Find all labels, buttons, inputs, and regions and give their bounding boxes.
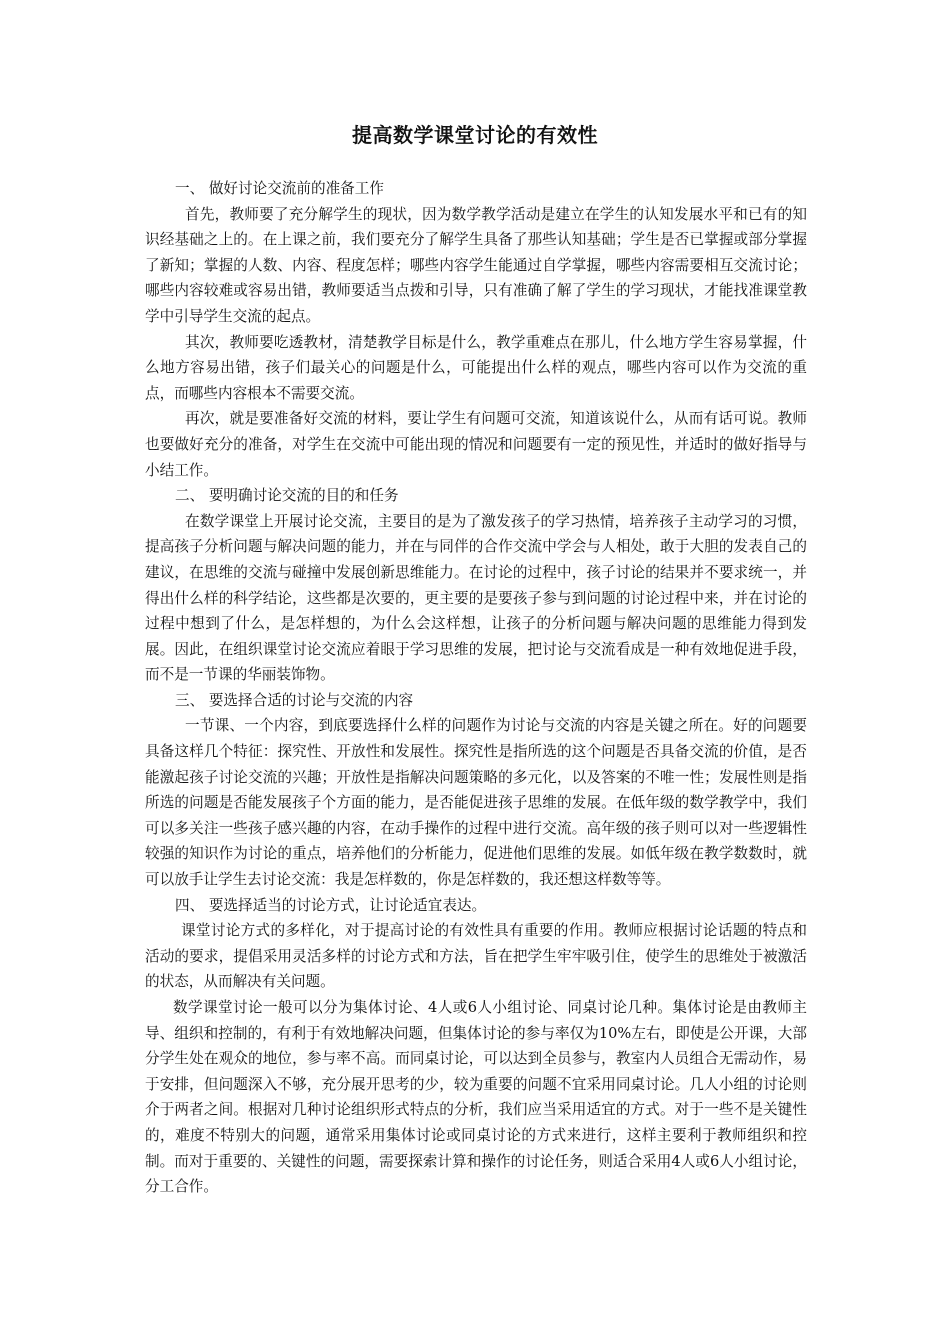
document-title: 提高数学课堂讨论的有效性 [352,123,598,147]
section-1-paragraph-2: 其次，教师要吃透教材，清楚教学目标是什么，教学重难点在那儿，什么地方学生容易掌握，什么地方容易出错，孩子们最关心的问题是什么，可能提出什么样的观点，哪些内容可以作为交流的重点，而哪些内容根本不需要交流。 [145,333,807,402]
section-heading-4: 四、 要选择适当的讨论方式，让讨论适宜表达。 [175,896,487,914]
section-heading-2: 二、 要明确讨论交流的目的和任务 [175,487,399,505]
section-4-paragraph-2: 数学课堂讨论一般可以分为集体讨论、4人或6人小组讨论、同桌讨论几种。集体讨论是由教师主导、组织和控制的，有利于有效地解决问题，但集体讨论的参与率仅为10%左右，即使是公开课，大部分学生处在观众的地位，参与率不高。而同桌讨论，可以达到全员参与，教室内人员组合无需动作，易于安排，但问题深入不够，充分展开思考的少，较为重要的问题不宜采用同桌讨论。几人小组的讨论则介于两者之间。根据对几种讨论组织形式特点的分析，我们应当采用适宜的方式。对于一些不是关键性的，难度不特别大的问题，通常采用集体讨论或同桌讨论的方式来进行，这样主要利于教师组织和控制。而对于重要的、关键性的问题，需要探索计算和操作的讨论任务，则适合采用4人或6人小组讨论，分工合作。 [145,999,807,1196]
section-3-paragraph-1: 一节课、一个内容，到底要选择什么样的问题作为讨论与交流的内容是关键之所在。好的问题要具备这样几个特征：探究性、开放性和发展性。探究性是指所选的这个问题是否具备交流的价值，是否能激起孩子讨论交流的兴趣；开放性是指解决问题策略的多元化，以及答案的不唯一性；发展性则是指所选的问题是否能发展孩子个方面的能力，是否能促进孩子思维的发展。在低年级的数学教学中，我们可以多关注一些孩子感兴趣的内容，在动手操作的过程中进行交流。高年级的孩子则可以对一些逻辑性较强的知识作为讨论的重点，培养他们的分析能力，促进他们思维的发展。如低年级在教学数数时，就可以放手让学生去讨论交流：我是怎样数的，你是怎样数的，我还想这样数等等。 [145,717,807,889]
section-2-paragraph-1: 在数学课堂上开展讨论交流，主要目的是为了激发孩子的学习热情，培养孩子主动学习的习惯，提高孩子分析问题与解决问题的能力，并在与同伴的合作交流中学会与人相处，敢于大胆的发表自己的建议，在思维的交流与碰撞中发展创新思维能力。在讨论的过程中，孩子讨论的结果并不要求统一，并得出什么样的科学结论，这些都是次要的，更主要的是要孩子参与到问题的讨论过程中来，并在讨论的过程中想到了什么，是怎样想的，为什么会这样想，让孩子的分析问题与解决问题的思维能力得到发展。因此，在组织课堂讨论交流应着眼于学习思维的发展，把讨论与交流看成是一种有效地促进手段，而不是一节课的华丽装饰物。 [145,512,807,684]
section-heading-1: 一、 做好讨论交流前的准备工作 [175,180,384,197]
document-body [145,176,807,1200]
section-1-paragraph-3: 再次，就是要准备好交流的材料，要让学生有问题可交流，知道该说什么，从而有话可说。教师也要做好充分的准备，对学生在交流中可能出现的情况和问题要有一定的预见性，并适时的做好指导与小结工作。 [145,410,807,479]
section-heading-3: 三、 要选择合适的讨论与交流的内容 [175,691,414,709]
section-4-paragraph-1: 课堂讨论方式的多样化，对于提高讨论的有效性具有重要的作用。教师应根据讨论话题的特点和活动的要求，提倡采用灵活多样的讨论方式和方法，旨在把学生牢牢吸引住，使学生的思维处于被激活的状态，从而解决有关问题。 [145,922,807,991]
section-1-paragraph-1: 首先，教师要了充分解学生的现状，因为数学教学活动是建立在学生的认知发展水平和已有的知识经基础之上的。在上课之前，我们要充分了解学生具备了那些认知基础；学生是否已掌握或部分掌握了新知；掌握的人数、内容、程度怎样；哪些内容学生能通过自学掌握，哪些内容需要相互交流讨论；哪些内容较难或容易出错，教师要适当点拨和引导，只有准确了解了学生的学习现状，才能找准课堂教学中引导学生交流的起点。 [145,205,807,325]
